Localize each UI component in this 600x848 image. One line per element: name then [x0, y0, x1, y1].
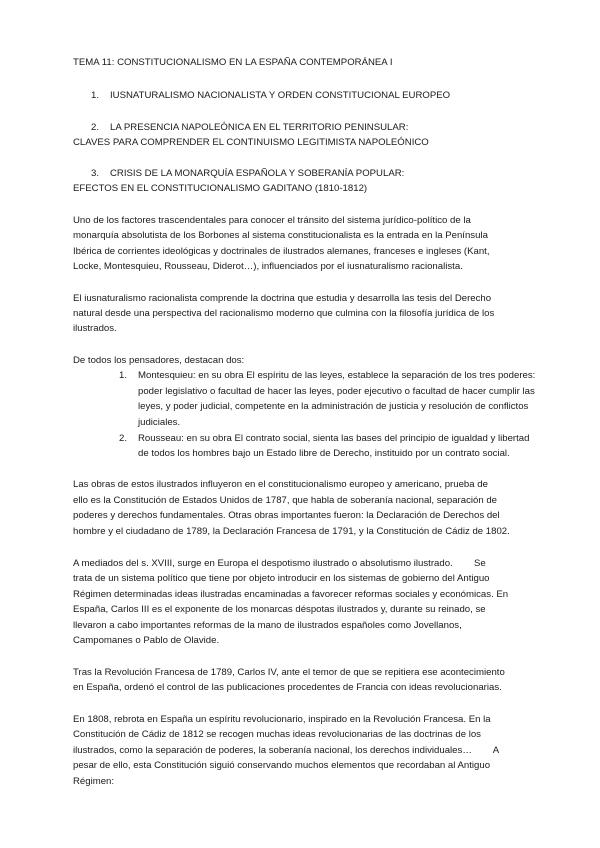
paragraph-line: ilustrados. — [73, 323, 117, 334]
outline-item: IUSNATURALISMO NACIONALISTA Y ORDEN CONSTITUCIONAL EUROPEO — [110, 90, 451, 101]
paragraph-line: Las obras de estos ilustrados influyeron en el constitucionalismo europeo y americano, prueba de — [73, 479, 488, 490]
list-item-line: Montesquieu: en su obra El espíritu de las leyes, establece la separación de los tres poderes: — [138, 370, 536, 381]
outline-item-continuation: EFECTOS EN EL CONSTITUCIONALISMO GADITANO (1810-1812) — [73, 183, 368, 194]
paragraph-line: Uno de los factores trascendentales para conocer el tránsito del sistema jurídico-político de la — [73, 215, 471, 226]
outline-item-continuation: CLAVES PARA COMPRENDER EL CONTINUISMO LEGITIMISTA NAPOLEÓNICO — [73, 137, 429, 148]
document-title: TEMA 11: CONSTITUCIONALISMO EN LA ESPAÑA CONTEMPORÁNEA I — [73, 57, 393, 68]
paragraph-line: hombre y el ciudadano de 1789, la Declaración Francesa de 1791, y la Constitución de Cádiz de 1802. — [73, 526, 510, 537]
list-item-line: Rousseau: en su obra El contrato social, sienta las bases del principio de igualdad y libertad — [138, 433, 530, 444]
paragraph-line: Régimen: — [73, 776, 115, 787]
list-number: 2. — [119, 433, 128, 444]
paragraph-line: monarquía absolutista de los Borbones al sistema constitucionalista es la entrada en la Península — [73, 230, 488, 241]
list-number: 1. — [119, 370, 128, 381]
paragraph-line: Constitución de Cádiz de 1812 se recogen muchas ideas revolucionarias de las doctrinas de los — [73, 729, 481, 740]
paragraph-line: poderes y derechos fundamentales. Otras obras importantes fueron: la Declaración de Derechos del — [73, 510, 500, 521]
paragraph-line: El iusnaturalismo racionalista comprende la doctrina que estudia y desarrolla las tesis del Derecho — [73, 293, 492, 304]
paragraph-line: natural desde una perspectiva del racionalismo moderno que culmina con la filosofía jurídica de los — [73, 308, 495, 319]
list-item-line: poder legislativo o facultad de hacer las leyes, poder ejecutivo o facultad de hacer cumplir las — [138, 386, 535, 397]
outline-item: CRISIS DE LA MONARQUÍA ESPAÑOLA Y SOBERANÍA POPULAR: — [110, 168, 405, 179]
outline-number: 2. — [91, 122, 100, 133]
paragraph-line: Campomanes o Pablo de Olavide. — [73, 635, 220, 646]
paragraph-line: Ibérica de corrientes ideológicas y doctrinales de ilustrados alemanes, franceses e ingleses (Kant, — [73, 246, 490, 257]
paragraph-line: En 1808, rebrota en España un espíritu revolucionario, inspirado en la Revolución Francesa. En la — [73, 714, 491, 725]
paragraph-line: Locke, Montesquieu, Rousseau, Diderot…), influenciados por el iusnaturalismo racionalista. — [73, 261, 463, 272]
paragraph-line: A mediados del s. XVIII, surge en Europa el despotismo ilustrado o absolutismo ilustrado. Se — [73, 558, 486, 569]
paragraph-line: trata de un sistema político que tiene por objeto introducir en los sistemas de gobierno del Antiguo — [73, 573, 490, 584]
paragraph-line: De todos los pensadores, destacan dos: — [73, 355, 245, 366]
paragraph-line: Régimen determinadas ideas ilustradas encaminadas a favorecer reformas sociales y económicas. En — [73, 589, 509, 600]
paragraph-line: Tras la Revolución Francesa de 1789, Carlos IV, ante el temor de que se repitiera ese acontecimiento — [73, 667, 505, 678]
paragraph-line: en España, ordenó el control de las publicaciones procedentes de Francia con ideas revolucionarias. — [73, 682, 502, 693]
paragraph-line: llevaron a cabo importantes reformas de la mano de ilustrados españoles como Jovellanos, — [73, 620, 462, 631]
paragraph-line: ello es la Constitución de Estados Unidos de 1787, que habla de soberanía nacional, separación de — [73, 495, 498, 506]
outline-item: LA PRESENCIA NAPOLEÓNICA EN EL TERRITORIO PENINSULAR: — [110, 122, 409, 133]
paragraph-line: ilustrados, como la separación de poderes, la soberanía nacional, los derechos individuales… A — [73, 745, 500, 756]
paragraph-line: España, Carlos III es el exponente de los monarcas déspotas ilustrados y, durante su reinado, se — [73, 604, 486, 615]
list-item-line: judiciales. — [138, 417, 181, 428]
outline-number: 3. — [91, 168, 100, 179]
list-item-line: de todos los hombres bajo un Estado libre de Derecho, instituido por un contrato social. — [138, 448, 510, 459]
outline-number: 1. — [91, 90, 100, 101]
list-item-line: leyes, y poder judicial, competente en la administración de justicia y resolución de conflictos — [138, 401, 529, 412]
paragraph-line: pesar de ello, esta Constitución siguió conservando muchos elementos que recordaban al Antiguo — [73, 760, 491, 771]
